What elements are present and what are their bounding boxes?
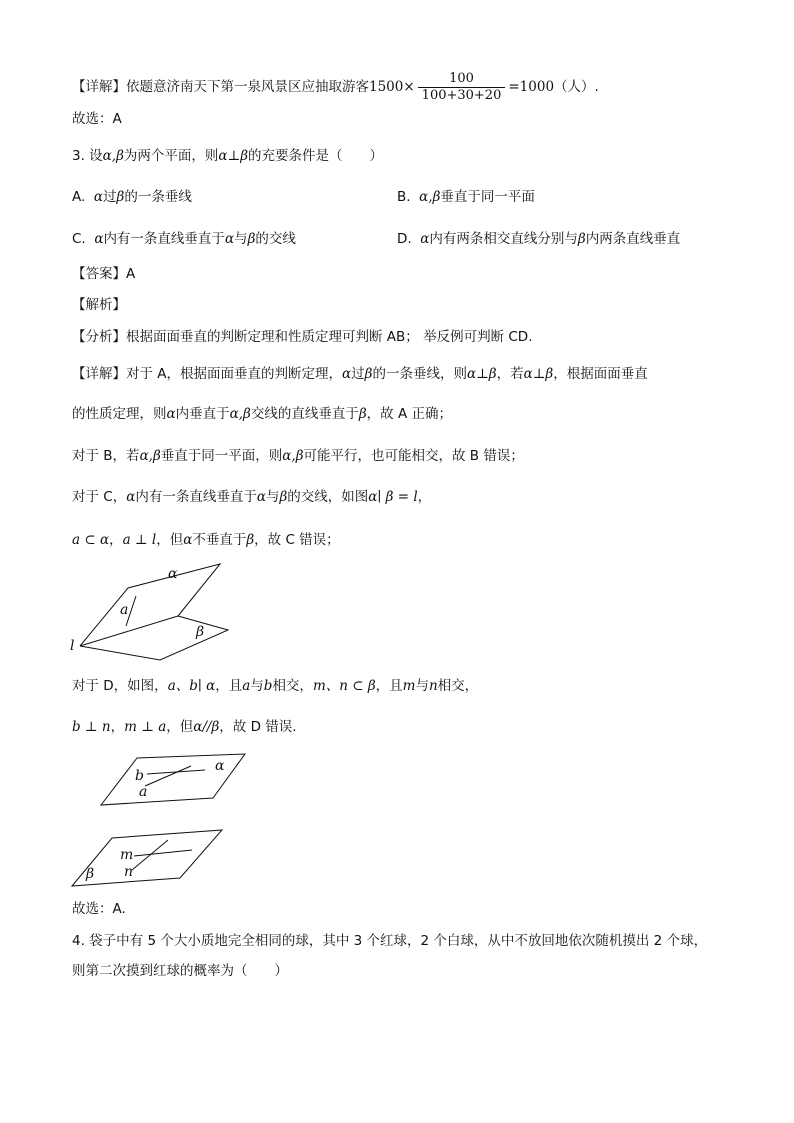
detail2-line-4	[72, 488, 431, 506]
fig1-beta: β	[196, 624, 205, 640]
d2-l4-t5: ，	[417, 489, 432, 505]
d2-l4-t1: 对于 C，	[72, 489, 127, 505]
opt-c-alpha: α	[94, 231, 104, 247]
opt-a-alpha: α	[93, 189, 104, 205]
d2-l4-t2: 内有一条直线垂直于	[135, 489, 257, 505]
detail-line-1	[72, 70, 599, 104]
answer-value: A	[126, 266, 136, 282]
d2-l2-t2: 内垂直于	[175, 406, 230, 422]
q3-stem	[72, 147, 383, 165]
d2-l2-t3: 交线的直线垂直于	[250, 406, 359, 422]
analysis-label: 【解析】	[72, 297, 126, 313]
fig3-m: m	[120, 847, 134, 863]
fig2-b: b	[135, 768, 144, 784]
option-d	[397, 230, 680, 248]
opt-d-alpha: α	[420, 231, 430, 247]
d2-l1-a: α	[342, 366, 352, 382]
d2-l6-t2: ，且	[215, 678, 243, 694]
opt-d-t2: 内两条直线垂直	[585, 231, 681, 247]
d2-l7-t2: ，故 D 错误.	[219, 719, 297, 735]
q3-mid: 为两个平面，则	[123, 148, 219, 164]
option-a	[72, 188, 192, 206]
detail2-line-2	[72, 405, 452, 423]
line-m	[134, 850, 192, 856]
d2-l5-a: α	[183, 532, 193, 548]
fraction	[418, 71, 506, 104]
choose-line-2: 故选：A.	[72, 901, 126, 917]
d2-l1-r1: α⊥β	[466, 366, 497, 382]
d2-l3-t3: 可能平行，也可能相交，故 B 错误；	[303, 448, 524, 464]
opt-c-t2: 与	[234, 231, 248, 247]
detail2-label: 【详解】	[72, 366, 126, 382]
d2-l5-t1: ，但	[156, 532, 184, 548]
figure-plane-alpha	[95, 750, 275, 810]
d2-l6-m: m	[402, 678, 416, 694]
d2-l1-b: β	[364, 366, 373, 382]
d2-l6-t7: 相交，	[437, 678, 479, 694]
d2-l3-t1: 对于 B，若	[72, 448, 140, 464]
d2-l6-e1: a、b∣ α	[167, 678, 216, 694]
opt-a-t1: 过	[103, 189, 117, 205]
choose-line-1: 故选：A	[72, 111, 122, 127]
detail2-line-1	[72, 365, 648, 383]
line-b2	[147, 770, 205, 774]
d2-l5-e2: a ⊥ l	[122, 532, 157, 548]
line-n	[132, 840, 168, 870]
fraction-denominator: 100+30+20	[418, 87, 506, 104]
plane-beta-outline	[80, 616, 228, 660]
q4-line-2: 则第二次摸到红球的概率为（ ）	[72, 963, 288, 979]
d2-l6-t1: 对于 D，如图，	[72, 678, 168, 694]
option-b	[397, 188, 535, 206]
option-c-label: C.	[72, 231, 86, 247]
d2-l1-t2: 过	[351, 366, 365, 382]
d2-l3-ab: α,β	[139, 448, 161, 464]
d2-l1-r2: α⊥β	[523, 366, 554, 382]
expr-post: =1000	[508, 79, 555, 95]
d2-l2-b: β	[358, 406, 367, 422]
fenxi-text: 根据面面垂直的判断定理和性质定理可判断 AB； 举反例可判断 CD.	[126, 329, 533, 345]
detail2-line-3	[72, 447, 524, 465]
d2-l4-a: α	[126, 489, 136, 505]
opt-d-beta: β	[577, 231, 586, 247]
detail2-line-6	[72, 677, 478, 695]
answer-line	[72, 265, 135, 283]
d2-l4-expr: α∣ β = l	[368, 489, 418, 505]
d2-l5-b: β	[246, 532, 255, 548]
q4-line-1: 4. 袋子中有 5 个大小质地完全相同的球，其中 3 个红球，2 个白球，从中不放回地依次随机摸出 2 个球，	[72, 933, 708, 949]
fenxi-label: 【分析】	[72, 329, 126, 345]
d2-l4-t3: 与	[265, 489, 280, 505]
opt-c-beta: β	[247, 231, 256, 247]
fig2-a: a	[139, 784, 148, 800]
fig1-alpha: α	[168, 566, 178, 582]
fig2-alpha: α	[215, 758, 225, 774]
d2-l6-a: a	[242, 678, 251, 694]
fig3-n: n	[124, 864, 134, 880]
d2-l1-t3: 的一条垂线，则	[372, 366, 467, 382]
detail-tail: （人）.	[554, 79, 599, 95]
d2-l4-t4: 的交线，如图	[287, 489, 369, 505]
d2-l3-ab2: α,β	[282, 448, 304, 464]
figure-plane-beta	[68, 826, 258, 892]
q3-rel: α⊥β	[218, 148, 249, 164]
fig1-l: l	[70, 638, 75, 654]
opt-c-t3: 的交线	[255, 231, 296, 247]
d2-l6-t5: ，且	[375, 678, 403, 694]
d2-l2-a: α	[166, 406, 176, 422]
q3-suffix: 的充要条件是（ ）	[248, 148, 384, 164]
d2-l1-t4: ，若	[496, 366, 524, 382]
fenxi-line	[72, 328, 532, 346]
q3-vars: α,β	[102, 148, 124, 164]
d2-l7-t1: ，但	[166, 719, 194, 735]
option-c	[72, 230, 296, 248]
detail-text: 依题意济南天下第一泉风景区应抽取游客	[126, 79, 369, 95]
opt-a-t2: 的一条垂线	[124, 189, 192, 205]
fraction-numerator: 100	[449, 70, 474, 86]
d2-l5-s1: ，	[109, 532, 123, 548]
d2-l6-t4: 相交，	[272, 678, 313, 694]
detail2-line-5	[72, 531, 340, 549]
opt-b-t1: 垂直于同一平面	[440, 189, 535, 205]
d2-l3-t2: 垂直于同一平面，则	[160, 448, 283, 464]
d2-l5-e1: a ⊂ α	[72, 532, 110, 548]
d2-l7-e1: b ⊥ n	[72, 719, 111, 735]
d2-l6-e2: m、n ⊂ β	[312, 678, 376, 694]
d2-l6-t6: 与	[415, 678, 429, 694]
opt-c-t1: 内有一条直线垂直于	[103, 231, 225, 247]
line-l	[80, 616, 178, 646]
d2-l2-t1: 的性质定理，则	[72, 406, 167, 422]
d2-l4-b: β	[279, 489, 288, 505]
figure-planes-intersect	[68, 558, 238, 670]
d2-l5-t2: 不垂直于	[192, 532, 247, 548]
fig3-beta: β	[86, 866, 95, 882]
d2-l1-t5: ，根据面面垂直	[553, 366, 648, 382]
d2-l2-t4: ，故 A 正确；	[366, 406, 452, 422]
d2-l5-t3: ，故 C 错误；	[254, 532, 340, 548]
d2-l7-s1: ，	[110, 719, 125, 735]
answer-label: 【答案】	[72, 266, 126, 282]
expr-pre: 1500×	[369, 79, 415, 95]
d2-l7-e3: α//β	[193, 719, 220, 735]
opt-a-beta: β	[116, 189, 125, 205]
option-d-label: D.	[397, 231, 412, 247]
d2-l4-a2: α	[256, 489, 266, 505]
fig1-a: a	[120, 602, 129, 618]
option-a-label: A.	[72, 189, 86, 205]
option-b-label: B.	[397, 189, 411, 205]
d2-l6-t3: 与	[250, 678, 264, 694]
detail2-line-7	[72, 718, 297, 736]
opt-d-t1: 内有两条相交直线分别与	[429, 231, 578, 247]
d2-l2-ab: α,β	[229, 406, 251, 422]
d2-l6-n: n	[428, 678, 438, 694]
line-a2	[145, 766, 191, 786]
d2-l1-t1: 对于 A，根据面面垂直的判断定理，	[126, 366, 343, 382]
q3-prefix: 3. 设	[72, 148, 103, 164]
detail-label: 【详解】	[72, 79, 126, 95]
opt-b-ab: α,β	[419, 189, 441, 205]
d2-l6-b: b	[263, 678, 273, 694]
opt-c-alpha2: α	[224, 231, 235, 247]
d2-l7-e2: m ⊥ a	[124, 719, 167, 735]
